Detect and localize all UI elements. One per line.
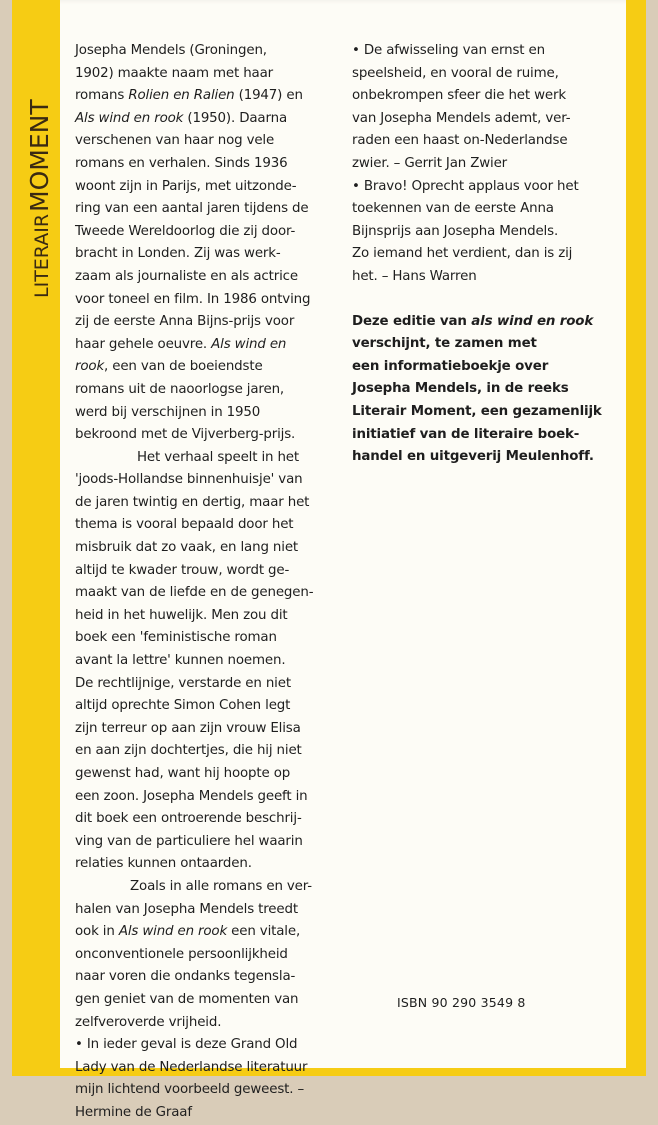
book-title-italic: Als wind en rook <box>75 110 184 126</box>
edition-line: Literair Moment, een gezamenlijk <box>352 403 602 419</box>
text-line: ving van de particuliere hel waarin <box>75 833 303 849</box>
series-logo <box>18 36 58 316</box>
quote-line: Lady van de Nederlandse literatuur <box>75 1059 308 1075</box>
text-line: onconventionele persoonlijkheid <box>75 946 288 962</box>
text-line: boek een 'feministische roman <box>75 630 277 646</box>
edition-line: een informatieboekje over <box>352 358 549 374</box>
text-line: halen van Josepha Mendels treedt <box>75 901 298 917</box>
text-line: zijn terreur op aan zijn vrouw Elisa <box>75 720 301 736</box>
quote-line: mijn lichtend voorbeeld geweest. – <box>75 1082 305 1098</box>
quote-line: speelsheid, en vooral de ruime, <box>352 65 559 81</box>
text-line: gewenst had, want hij hoopte op <box>75 766 291 781</box>
text-line: romans en verhalen. Sinds 1936 <box>75 155 288 171</box>
text-line: romans Rolien en Ralien (1947) en <box>75 88 303 104</box>
left-text-column <box>75 40 340 1125</box>
text-line: avant la lettre' kunnen noemen. <box>75 653 286 669</box>
quote-line: Bijnsprijs aan Josepha Mendels. <box>352 223 559 239</box>
text-line: een zoon. Josepha Mendels geeft in <box>75 788 308 804</box>
text-line: bracht in Londen. Zij was werk- <box>75 246 281 262</box>
quote-line: toekennen van de eerste Anna <box>352 201 554 217</box>
text-line: misbruik dat zo vaak, en lang niet <box>75 540 299 556</box>
quote-author: Hermine de Graaf <box>75 1104 192 1120</box>
quote-line: raden een haast on-Nederlandse <box>352 133 568 149</box>
text-line: 1902) maakte naam met haar <box>75 65 274 81</box>
edition-line: initiatief van de literaire boek- <box>352 426 580 442</box>
edition-line: Josepha Mendels, in de reeks <box>352 381 569 397</box>
quote-line: • In ieder geval is deze Grand Old <box>75 1037 298 1053</box>
quote-line: zwier. – Gerrit Jan Zwier <box>352 155 508 171</box>
text-line: Zoals in alle romans en ver- <box>130 878 312 894</box>
text-line: en aan zijn dochtertjes, die hij niet <box>75 743 302 759</box>
quote-line: • De afwisseling van ernst en <box>352 43 545 58</box>
quote-line: van Josepha Mendels ademt, ver- <box>352 110 571 126</box>
book-title-italic: Als wind en <box>211 336 287 352</box>
text-line: altijd te kwader trouw, wordt ge- <box>75 562 290 578</box>
text-line: Tweede Wereldoorlog die zij door- <box>75 223 296 239</box>
isbn-number: ISBN 90 290 3549 8 <box>397 995 526 1010</box>
text-line: ook in Als wind en rook een vitale, <box>75 924 301 940</box>
text-line: voor toneel en film. In 1986 ontving <box>75 291 311 307</box>
text-line: heid in het huwelijk. Men zou dit <box>75 607 288 623</box>
edition-line: handel en uitgeverij Meulenhoff. <box>352 449 594 465</box>
text-line: De rechtlijnige, verstarde en niet <box>75 675 291 691</box>
edition-note <box>352 311 637 469</box>
quote-line: • Bravo! Oprecht applaus voor het <box>352 178 579 194</box>
text-line: werd bij verschijnen in 1950 <box>75 404 261 420</box>
back-cover <box>12 0 646 1120</box>
text-line: naar voren die ondanks tegensla- <box>75 969 296 985</box>
right-text-column <box>352 40 637 469</box>
text-line: dit boek een ontroerende beschrij- <box>75 811 302 827</box>
book-title-italic: als wind en rook <box>471 313 594 329</box>
quote-line: het. – Hans Warren <box>352 268 477 284</box>
book-title-italic: Als wind en rook <box>118 924 228 940</box>
text-line: thema is vooral bepaald door het <box>75 517 294 533</box>
text-line: altijd oprechte Simon Cohen legt <box>75 698 291 714</box>
text-line: relaties kunnen ontaarden. <box>75 856 252 872</box>
edition-line: verschijnt, te zamen met <box>352 336 537 352</box>
text-line: zelfveroverde vrijheid. <box>75 1014 222 1030</box>
text-line: de jaren twintig en dertig, maar het <box>75 494 310 510</box>
text-line: 'joods-Hollandse binnenhuisje' van <box>75 472 303 488</box>
text-line: gen geniet van de momenten van <box>75 991 299 1007</box>
text-line: zaam als journaliste en als actrice <box>75 268 298 284</box>
text-line: verschenen van haar nog vele <box>75 133 275 149</box>
text-line: romans uit de naoorlogse jaren, <box>75 381 285 397</box>
quote-line: Zo iemand het verdient, dan is zij <box>352 246 573 262</box>
text-line: rook, een van de boeiendste <box>75 359 263 375</box>
quote-line: onbekrompen sfeer die het werk <box>352 88 566 104</box>
text-line: Het verhaal speelt in het <box>137 449 299 465</box>
text-line: maakt van de liefde en de genegen- <box>75 585 314 601</box>
text-line: zij de eerste Anna Bijns-prijs voor <box>75 314 295 330</box>
book-title-italic: rook <box>75 359 105 375</box>
text-line: ring van een aantal jaren tijdens de <box>75 201 309 217</box>
text-line: haar gehele oeuvre. Als wind en <box>75 336 287 352</box>
text-line: woont zijn in Parijs, met uitzonde- <box>75 178 297 194</box>
book-title-italic: Rolien en Ralien <box>128 88 235 104</box>
series-logo-text: LITERAIRMOMENT <box>25 99 54 298</box>
text-line: Als wind en rook (1950). Daarna <box>75 110 287 126</box>
text-line: Josepha Mendels (Groningen, <box>75 43 267 58</box>
spacer <box>352 289 637 311</box>
text-line: bekroond met de Vijverberg-prijs. <box>75 427 296 443</box>
edition-line: Deze editie van als wind en rook <box>352 313 594 329</box>
